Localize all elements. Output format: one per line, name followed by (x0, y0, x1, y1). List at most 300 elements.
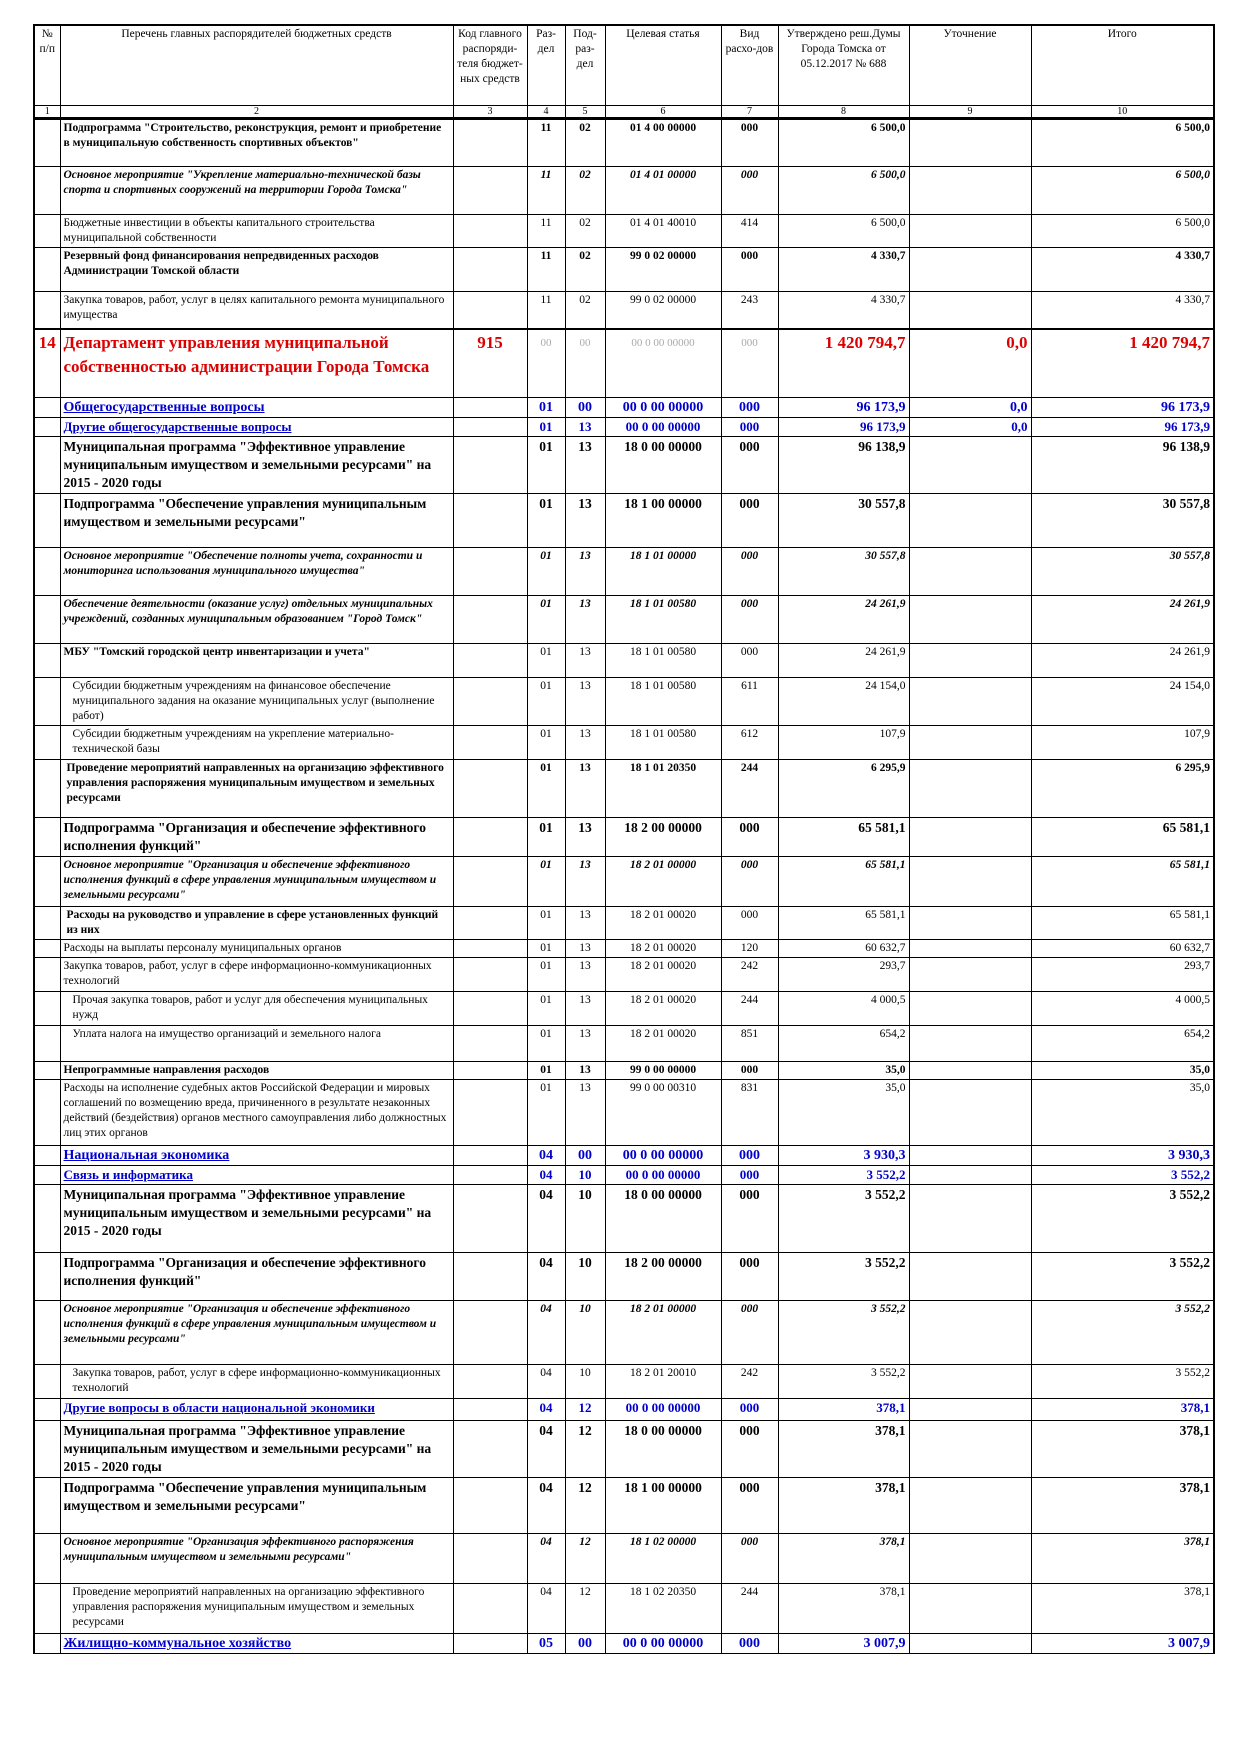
row-number-cell (34, 118, 60, 166)
column-number: 9 (909, 105, 1031, 118)
row-expense-type-cell: 242 (721, 957, 778, 991)
table-row (34, 291, 1214, 329)
table-row (34, 247, 1214, 291)
column-number: 5 (565, 105, 605, 118)
row-expense-type-cell: 000 (721, 247, 778, 291)
row-podrazdel-cell: 02 (565, 247, 605, 291)
row-number-cell (34, 291, 60, 329)
row-expense-type-cell: 851 (721, 1025, 778, 1061)
row-code-cell (453, 397, 527, 417)
row-expense-type-cell: 000 (721, 1533, 778, 1583)
row-podrazdel-cell: 02 (565, 166, 605, 214)
row-razdel-cell: 01 (527, 643, 565, 677)
row-total-cell: 35,0 (1031, 1079, 1214, 1145)
column-number: 10 (1031, 105, 1214, 118)
row-number-cell (34, 166, 60, 214)
row-target-article-cell: 18 1 01 00580 (605, 725, 721, 759)
row-code-cell: 915 (453, 329, 527, 397)
row-podrazdel-cell: 13 (565, 436, 605, 493)
column-number: 1 (34, 105, 60, 118)
header-change: Уточнение (909, 25, 1031, 105)
row-approved-cell: 378,1 (778, 1533, 909, 1583)
row-change-cell (909, 906, 1031, 939)
row-expense-type-cell: 000 (721, 1300, 778, 1364)
row-name-cell: Другие общегосударственные вопросы (60, 417, 453, 436)
table-header-row (34, 25, 1214, 105)
table-row (34, 1184, 1214, 1252)
row-podrazdel-cell: 02 (565, 118, 605, 166)
row-total-cell: 60 632,7 (1031, 939, 1214, 957)
header-expense-type: Вид расхо-дов (721, 25, 778, 105)
table-row (34, 118, 1214, 166)
row-target-article-cell: 18 2 01 00000 (605, 856, 721, 906)
row-target-article-cell: 18 2 01 00020 (605, 991, 721, 1025)
row-target-article-cell: 18 2 01 00020 (605, 1025, 721, 1061)
row-approved-cell: 4 330,7 (778, 247, 909, 291)
row-razdel-cell: 01 (527, 939, 565, 957)
row-code-cell (453, 1079, 527, 1145)
row-code-cell (453, 856, 527, 906)
row-target-article-cell: 00 0 00 00000 (605, 1165, 721, 1184)
row-code-cell (453, 957, 527, 991)
row-target-article-cell: 18 0 00 00000 (605, 1184, 721, 1252)
row-razdel-cell: 11 (527, 118, 565, 166)
row-change-cell: 0,0 (909, 397, 1031, 417)
row-podrazdel-cell: 00 (565, 397, 605, 417)
row-razdel-cell: 01 (527, 493, 565, 547)
table-row (34, 677, 1214, 725)
table-row (34, 856, 1214, 906)
table-row (34, 1477, 1214, 1533)
table-row (34, 1079, 1214, 1145)
row-approved-cell: 35,0 (778, 1061, 909, 1079)
budget-table (33, 24, 1215, 1654)
column-number: 2 (60, 105, 453, 118)
row-approved-cell: 30 557,8 (778, 547, 909, 595)
row-number-cell (34, 939, 60, 957)
table-row (34, 939, 1214, 957)
row-name-cell: Департамент управления муниципальной собственностью администрации Города Томска (60, 329, 453, 397)
row-total-cell: 30 557,8 (1031, 493, 1214, 547)
row-number-cell (34, 1533, 60, 1583)
row-total-cell: 1 420 794,7 (1031, 329, 1214, 397)
table-row (34, 214, 1214, 247)
row-approved-cell: 96 173,9 (778, 397, 909, 417)
row-razdel-cell: 11 (527, 214, 565, 247)
row-total-cell: 65 581,1 (1031, 906, 1214, 939)
row-number-cell (34, 677, 60, 725)
table-row (34, 1420, 1214, 1477)
row-approved-cell: 6 295,9 (778, 759, 909, 817)
row-total-cell: 96 138,9 (1031, 436, 1214, 493)
row-target-article-cell: 18 2 01 00020 (605, 957, 721, 991)
row-change-cell (909, 1025, 1031, 1061)
row-total-cell: 654,2 (1031, 1025, 1214, 1061)
row-expense-type-cell: 242 (721, 1364, 778, 1398)
header-approved: Утверждено реш.Думы Города Томска от 05.12.2017 № 688 (778, 25, 909, 105)
row-approved-cell: 60 632,7 (778, 939, 909, 957)
row-total-cell: 293,7 (1031, 957, 1214, 991)
row-number-cell (34, 417, 60, 436)
table-row (34, 166, 1214, 214)
row-name-cell: Субсидии бюджетным учреждениям на финансовое обеспечение муниципального задания на оказание муниципальных услуг (выполнение работ) (60, 677, 453, 725)
row-podrazdel-cell: 10 (565, 1165, 605, 1184)
row-name-cell: Общегосударственные вопросы (60, 397, 453, 417)
row-target-article-cell: 18 2 01 20010 (605, 1364, 721, 1398)
row-change-cell (909, 166, 1031, 214)
row-podrazdel-cell: 12 (565, 1533, 605, 1583)
header-name: Перечень главных распорядителей бюджетных средств (60, 25, 453, 105)
table-row (34, 397, 1214, 417)
header-code: Код главного распоряди-теля бюджет-ных средств (453, 25, 527, 105)
row-name-cell: Закупка товаров, работ, услуг в целях капитального ремонта муниципального имущества (60, 291, 453, 329)
table-row (34, 1145, 1214, 1165)
row-code-cell (453, 759, 527, 817)
row-change-cell (909, 247, 1031, 291)
row-target-article-cell: 18 1 01 00580 (605, 677, 721, 725)
row-number-cell (34, 1364, 60, 1398)
row-total-cell: 107,9 (1031, 725, 1214, 759)
table-row (34, 643, 1214, 677)
row-change-cell (909, 1477, 1031, 1533)
row-code-cell (453, 547, 527, 595)
row-change-cell (909, 1583, 1031, 1633)
row-razdel-cell: 04 (527, 1533, 565, 1583)
row-total-cell: 378,1 (1031, 1583, 1214, 1633)
row-podrazdel-cell: 13 (565, 991, 605, 1025)
row-target-article-cell: 18 1 00 00000 (605, 1477, 721, 1533)
row-number-cell (34, 906, 60, 939)
row-target-article-cell: 18 2 00 00000 (605, 1252, 721, 1300)
row-change-cell (909, 677, 1031, 725)
row-name-cell: Бюджетные инвестиции в объекты капитального строительства муниципальной собственности (60, 214, 453, 247)
row-target-article-cell: 00 0 00 00000 (605, 1145, 721, 1165)
row-code-cell (453, 817, 527, 856)
row-change-cell (909, 1420, 1031, 1477)
row-number-cell (34, 1184, 60, 1252)
row-target-article-cell: 18 2 01 00000 (605, 1300, 721, 1364)
row-number-cell (34, 1025, 60, 1061)
row-name-cell: Непрограммные направления расходов (60, 1061, 453, 1079)
row-name-cell: Проведение мероприятий направленных на организацию эффективного управления распоряжения муниципальным имуществом и земельных ресурсами (60, 759, 453, 817)
row-code-cell (453, 906, 527, 939)
row-name-cell: Подпрограмма "Строительство, реконструкция, ремонт и приобретение в муниципальную собственность спортивных объектов" (60, 118, 453, 166)
row-target-article-cell: 18 2 00 00000 (605, 817, 721, 856)
row-razdel-cell: 01 (527, 991, 565, 1025)
row-number-cell (34, 547, 60, 595)
row-total-cell: 378,1 (1031, 1533, 1214, 1583)
row-podrazdel-cell: 13 (565, 1079, 605, 1145)
row-code-cell (453, 1145, 527, 1165)
table-row (34, 417, 1214, 436)
row-approved-cell: 35,0 (778, 1079, 909, 1145)
row-number-cell (34, 1079, 60, 1145)
row-name-cell: Основное мероприятие "Обеспечение полноты учета, сохранности и мониторинга использования муниципального имущества" (60, 547, 453, 595)
row-expense-type-cell: 000 (721, 547, 778, 595)
table-row (34, 1398, 1214, 1420)
table-row (34, 1300, 1214, 1364)
row-change-cell (909, 1184, 1031, 1252)
row-code-cell (453, 436, 527, 493)
row-target-article-cell: 99 0 02 00000 (605, 291, 721, 329)
row-total-cell: 3 552,2 (1031, 1364, 1214, 1398)
row-number-cell (34, 595, 60, 643)
column-number: 8 (778, 105, 909, 118)
row-approved-cell: 30 557,8 (778, 493, 909, 547)
row-expense-type-cell: 000 (721, 1477, 778, 1533)
row-podrazdel-cell: 13 (565, 939, 605, 957)
row-podrazdel-cell: 13 (565, 643, 605, 677)
row-name-cell: Уплата налога на имущество организаций и земельного налога (60, 1025, 453, 1061)
row-razdel-cell: 11 (527, 291, 565, 329)
row-total-cell: 24 261,9 (1031, 595, 1214, 643)
row-target-article-cell: 01 4 01 40010 (605, 214, 721, 247)
row-podrazdel-cell: 13 (565, 817, 605, 856)
table-row (34, 436, 1214, 493)
header-row-number: № п/п (34, 25, 60, 105)
row-podrazdel-cell: 12 (565, 1398, 605, 1420)
row-change-cell (909, 547, 1031, 595)
row-total-cell: 24 154,0 (1031, 677, 1214, 725)
table-row (34, 1165, 1214, 1184)
row-podrazdel-cell: 10 (565, 1184, 605, 1252)
row-expense-type-cell: 612 (721, 725, 778, 759)
row-razdel-cell: 01 (527, 677, 565, 725)
row-code-cell (453, 1300, 527, 1364)
row-target-article-cell: 00 0 00 00000 (605, 329, 721, 397)
row-name-cell: Расходы на исполнение судебных актов Российской Федерации и мировых соглашений по возмещению вреда, причиненного в результате незаконных действий (бездействия) органов местного самоуправления либо должностных лиц этих органов (60, 1079, 453, 1145)
row-code-cell (453, 118, 527, 166)
row-code-cell (453, 1583, 527, 1633)
row-approved-cell: 24 261,9 (778, 595, 909, 643)
row-razdel-cell: 01 (527, 595, 565, 643)
table-row (34, 991, 1214, 1025)
row-target-article-cell: 01 4 01 00000 (605, 166, 721, 214)
row-approved-cell: 3 552,2 (778, 1165, 909, 1184)
header-razdel: Раз-дел (527, 25, 565, 105)
row-podrazdel-cell: 13 (565, 759, 605, 817)
row-name-cell: Национальная экономика (60, 1145, 453, 1165)
row-number-cell (34, 1165, 60, 1184)
row-expense-type-cell: 000 (721, 906, 778, 939)
row-name-cell: Субсидии бюджетным учреждениям на укрепление материально-технической базы (60, 725, 453, 759)
row-approved-cell: 6 500,0 (778, 166, 909, 214)
row-number-cell (34, 1252, 60, 1300)
row-approved-cell: 3 552,2 (778, 1364, 909, 1398)
row-approved-cell: 6 500,0 (778, 118, 909, 166)
column-number: 4 (527, 105, 565, 118)
row-total-cell: 4 330,7 (1031, 291, 1214, 329)
table-row (34, 1252, 1214, 1300)
row-expense-type-cell: 000 (721, 1061, 778, 1079)
row-total-cell: 3 007,9 (1031, 1633, 1214, 1653)
row-target-article-cell: 99 0 02 00000 (605, 247, 721, 291)
row-expense-type-cell: 000 (721, 856, 778, 906)
row-number-cell (34, 759, 60, 817)
row-total-cell: 24 261,9 (1031, 643, 1214, 677)
row-total-cell: 378,1 (1031, 1420, 1214, 1477)
row-name-cell: Подпрограмма "Обеспечение управления муниципальным имуществом и земельными ресурсами" (60, 1477, 453, 1533)
row-name-cell: Основное мероприятие "Организация и обеспечение эффективного исполнения функций в сфере управления муниципальным имуществом и земельными ресурсами" (60, 856, 453, 906)
row-code-cell (453, 417, 527, 436)
row-total-cell: 4 330,7 (1031, 247, 1214, 291)
row-podrazdel-cell: 00 (565, 329, 605, 397)
row-name-cell: Подпрограмма "Организация и обеспечение эффективного исполнения функций" (60, 817, 453, 856)
table-row (34, 1533, 1214, 1583)
table-body (34, 118, 1214, 1653)
row-name-cell: Подпрограмма "Организация и обеспечение эффективного исполнения функций" (60, 1252, 453, 1300)
table-row (34, 817, 1214, 856)
row-approved-cell: 654,2 (778, 1025, 909, 1061)
row-name-cell: Муниципальная программа "Эффективное управление муниципальным имуществом и земельными ресурсами" на 2015 - 2020 годы (60, 1420, 453, 1477)
row-code-cell (453, 1420, 527, 1477)
row-code-cell (453, 1398, 527, 1420)
row-target-article-cell: 00 0 00 00000 (605, 417, 721, 436)
row-code-cell (453, 1477, 527, 1533)
row-expense-type-cell: 120 (721, 939, 778, 957)
row-change-cell (909, 1252, 1031, 1300)
row-change-cell: 0,0 (909, 329, 1031, 397)
row-code-cell (453, 643, 527, 677)
row-expense-type-cell: 244 (721, 991, 778, 1025)
row-target-article-cell: 18 1 00 00000 (605, 493, 721, 547)
row-podrazdel-cell: 12 (565, 1583, 605, 1633)
row-razdel-cell: 04 (527, 1420, 565, 1477)
row-expense-type-cell: 000 (721, 118, 778, 166)
row-podrazdel-cell: 00 (565, 1633, 605, 1653)
row-razdel-cell: 05 (527, 1633, 565, 1653)
row-expense-type-cell: 000 (721, 493, 778, 547)
row-change-cell (909, 939, 1031, 957)
row-podrazdel-cell: 10 (565, 1252, 605, 1300)
row-number-cell (34, 856, 60, 906)
row-code-cell (453, 1025, 527, 1061)
row-change-cell (909, 493, 1031, 547)
row-podrazdel-cell: 10 (565, 1300, 605, 1364)
row-razdel-cell: 01 (527, 725, 565, 759)
table-row (34, 547, 1214, 595)
row-number-cell (34, 725, 60, 759)
row-target-article-cell: 18 2 01 00020 (605, 939, 721, 957)
row-podrazdel-cell: 13 (565, 547, 605, 595)
budget-table-sheet (33, 24, 1213, 1654)
row-expense-type-cell: 000 (721, 436, 778, 493)
row-razdel-cell: 11 (527, 247, 565, 291)
row-code-cell (453, 1252, 527, 1300)
row-name-cell: Основное мероприятие "Организация эффективного распоряжения муниципальным имуществом и земельными ресурсами" (60, 1533, 453, 1583)
row-name-cell: Расходы на выплаты персоналу муниципальных органов (60, 939, 453, 957)
row-razdel-cell: 01 (527, 436, 565, 493)
row-change-cell (909, 1364, 1031, 1398)
row-target-article-cell: 18 0 00 00000 (605, 436, 721, 493)
row-approved-cell: 378,1 (778, 1477, 909, 1533)
row-approved-cell: 3 552,2 (778, 1184, 909, 1252)
column-number: 3 (453, 105, 527, 118)
row-podrazdel-cell: 00 (565, 1145, 605, 1165)
row-approved-cell: 96 173,9 (778, 417, 909, 436)
table-row (34, 1633, 1214, 1653)
row-name-cell: Основное мероприятие "Укрепление материально-технической базы спорта и спортивных сооружений на территории Города Томска" (60, 166, 453, 214)
row-target-article-cell: 18 1 02 20350 (605, 1583, 721, 1633)
row-total-cell: 96 173,9 (1031, 397, 1214, 417)
row-number-cell (34, 1633, 60, 1653)
row-razdel-cell: 04 (527, 1165, 565, 1184)
row-razdel-cell: 01 (527, 397, 565, 417)
row-code-cell (453, 1533, 527, 1583)
row-expense-type-cell: 000 (721, 1420, 778, 1477)
row-total-cell: 6 500,0 (1031, 166, 1214, 214)
row-number-cell (34, 1477, 60, 1533)
row-target-article-cell: 18 0 00 00000 (605, 1420, 721, 1477)
row-code-cell (453, 725, 527, 759)
row-podrazdel-cell: 02 (565, 291, 605, 329)
row-name-cell: Муниципальная программа "Эффективное управление муниципальным имуществом и земельными ресурсами" на 2015 - 2020 годы (60, 1184, 453, 1252)
row-podrazdel-cell: 13 (565, 1025, 605, 1061)
row-code-cell (453, 991, 527, 1025)
row-podrazdel-cell: 13 (565, 417, 605, 436)
row-razdel-cell: 01 (527, 957, 565, 991)
row-change-cell (909, 957, 1031, 991)
row-change-cell (909, 436, 1031, 493)
row-expense-type-cell: 000 (721, 1633, 778, 1653)
row-total-cell: 378,1 (1031, 1477, 1214, 1533)
row-expense-type-cell: 000 (721, 166, 778, 214)
row-target-article-cell: 00 0 00 00000 (605, 1398, 721, 1420)
row-total-cell: 6 295,9 (1031, 759, 1214, 817)
row-code-cell (453, 214, 527, 247)
row-expense-type-cell: 000 (721, 1252, 778, 1300)
row-change-cell (909, 214, 1031, 247)
row-number-cell (34, 1398, 60, 1420)
row-name-cell: Жилищно-коммунальное хозяйство (60, 1633, 453, 1653)
row-name-cell: Подпрограмма "Обеспечение управления муниципальным имуществом и земельными ресурсами" (60, 493, 453, 547)
row-total-cell: 3 552,2 (1031, 1252, 1214, 1300)
row-approved-cell: 107,9 (778, 725, 909, 759)
row-expense-type-cell: 000 (721, 329, 778, 397)
row-number-cell (34, 214, 60, 247)
row-number-cell (34, 247, 60, 291)
row-code-cell (453, 1165, 527, 1184)
row-number-cell (34, 493, 60, 547)
row-podrazdel-cell: 13 (565, 677, 605, 725)
row-code-cell (453, 939, 527, 957)
row-change-cell (909, 1633, 1031, 1653)
row-number-cell (34, 436, 60, 493)
row-approved-cell: 6 500,0 (778, 214, 909, 247)
row-total-cell: 96 173,9 (1031, 417, 1214, 436)
row-change-cell (909, 1300, 1031, 1364)
row-expense-type-cell: 000 (721, 397, 778, 417)
row-total-cell: 6 500,0 (1031, 118, 1214, 166)
row-total-cell: 3 552,2 (1031, 1184, 1214, 1252)
row-podrazdel-cell: 13 (565, 1061, 605, 1079)
row-expense-type-cell: 000 (721, 417, 778, 436)
row-code-cell (453, 291, 527, 329)
row-name-cell: Связь и информатика (60, 1165, 453, 1184)
row-number-cell (34, 1583, 60, 1633)
row-target-article-cell: 00 0 00 00000 (605, 1633, 721, 1653)
row-total-cell: 65 581,1 (1031, 817, 1214, 856)
row-approved-cell: 378,1 (778, 1583, 909, 1633)
row-name-cell: Закупка товаров, работ, услуг в сфере информационно-коммуникационных технологий (60, 957, 453, 991)
row-approved-cell: 1 420 794,7 (778, 329, 909, 397)
row-total-cell: 3 552,2 (1031, 1300, 1214, 1364)
row-podrazdel-cell: 13 (565, 725, 605, 759)
row-expense-type-cell: 243 (721, 291, 778, 329)
row-razdel-cell: 01 (527, 547, 565, 595)
row-total-cell: 4 000,5 (1031, 991, 1214, 1025)
row-expense-type-cell: 000 (721, 595, 778, 643)
